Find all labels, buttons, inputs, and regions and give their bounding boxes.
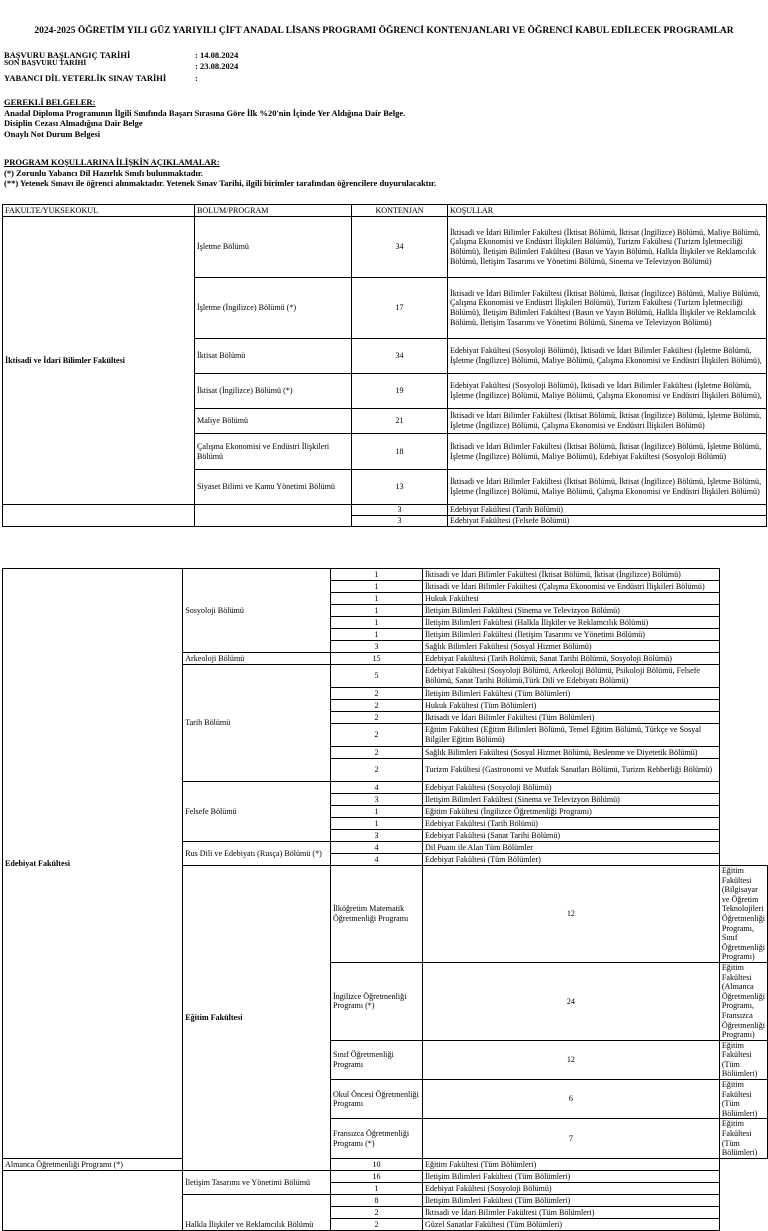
conditions-cell: İletişim Bilimleri Fakültesi (Sinema ve Televizyon Bölümü) [423, 605, 720, 617]
conditions-cell: İktisadi ve İdari Bilimler Fakültesi (İktisat Bölümü, İktisat (İngilizce) Bölümü, İşletme Bölümü, İşletme (İngilizce) Bölümü, Maliye Bölümü), Edebiyat Fakültesi (Sosyoloji Bölümü) [448, 434, 767, 470]
quota-cell: 13 [352, 470, 448, 505]
conditions-cell: Edebiyat Fakültesi (Sanat Tarihi Bölümü) [423, 830, 720, 842]
conditions-cell: Edebiyat Fakültesi (Tüm Bölümler) [423, 854, 720, 866]
quota-cell: 2 [330, 688, 422, 700]
program-conditions [4, 157, 436, 189]
start-date-label: BAŞVURU BAŞLANGIÇ TARİHİ [4, 50, 131, 60]
conditions-cell: Edebiyat Fakültesi (Tarih Bölümü) [448, 505, 767, 516]
faculty-cell: Eğitim Fakültesi [183, 866, 331, 1171]
document-item: Onaylı Not Durum Belgesi [4, 128, 101, 139]
quota-cell: 1 [330, 806, 422, 818]
conditions-cell: İletişim Bilimleri Fakültesi (İletişim Tasarımı ve Yönetimi Bölümü) [423, 629, 720, 641]
end-date-value: : 23.08.2024 [195, 61, 239, 71]
col-header-conditions: KOŞULLAR [448, 205, 767, 217]
quota-cell: 1 [330, 629, 422, 641]
conditions-cell: Hukuk Fakültesi (Tüm Bölümleri) [423, 700, 720, 712]
conditions-cell: İktisadi ve İdari Bilimler Fakültesi (İktisat Bölümü, İktisat (İngilizce) Bölümü, Maliye Bölümü, Çalışma Ekonomisi ve Endüstri İlişkileri Bölümü), Turizm Fakültesi (Turizm İşletmeciliği Bölümü), İletişim Bilimleri Fakültesi (Basın ve Yayın Bölümü, Halkla İlişkiler ve Reklamcılık Bölümü, İletişim Tasarımı ve Yönetimi Bölümü, Sinema ve Televizyon Bölümü) [448, 278, 767, 339]
conditions-cell: Edebiyat Fakültesi (Tarih Bölümü, Sanat Tarihi Bölümü, Sosyoloji Bölümü) [423, 653, 720, 665]
quota-cell: 3 [330, 641, 422, 653]
quota-cell: 2 [330, 724, 422, 747]
program-cell: Çalışma Ekonomisi ve Endüstri İlişkileri Bölümü [195, 434, 352, 470]
conditions-cell: İktisadi ve İdari Bilimler Fakültesi (Tüm Bölümleri) [423, 1206, 720, 1218]
quota-cell: 7 [423, 1119, 720, 1158]
conditions-cell: Eğitim Fakültesi (Almanca Öğretmenliği Programı, Fransızca Öğretmenliği Programı) [719, 962, 767, 1040]
program-cell: Halkla İlişkiler ve Reklamcılık Bölümü [183, 1194, 331, 1230]
program-cell: Sınıf Öğretmenliği Programı [330, 1040, 422, 1079]
conditions-cell: Eğitim Fakültesi (Bilgisayar ve Öğretim Teknolojileri Öğretmenliği Programı, Sınıf Öğretmenliği Programı) [719, 866, 767, 963]
conditions-cell: Hukuk Fakültesi [423, 593, 720, 605]
col-header-program: BOLUM/PROGRAM [195, 205, 352, 217]
col-header-faculty: FAKULTE/YUKSEKOKUL [3, 205, 195, 217]
quota-cell: 5 [330, 665, 422, 688]
quota-table-part-2 [2, 568, 768, 1231]
conditions-cell: İletişim Bilimleri Fakültesi (Tüm Bölümleri) [423, 688, 720, 700]
program-cell: Maliye Bölümü [195, 409, 352, 434]
exam-date-label: YABANCI DİL YETERLİK SINAV TARİHİ [4, 73, 167, 83]
quota-cell: 17 [352, 278, 448, 339]
quota-cell: 24 [423, 962, 720, 1040]
quota-cell: 2 [330, 1218, 422, 1230]
conditions-cell: Eğitim Fakültesi (Tüm Bölümleri) [719, 1119, 767, 1158]
quota-cell: 2 [330, 712, 422, 724]
program-cell-continued [195, 505, 352, 527]
faculty-cell: İktisadi ve İdari Bilimler Fakültesi [3, 217, 195, 505]
quota-cell: 21 [352, 409, 448, 434]
conditions-cell: Eğitim Fakültesi (Tüm Bölümleri) [423, 1158, 720, 1170]
program-cell: İktisat (İngilizce) Bölümü (*) [195, 374, 352, 409]
conditions-cell: İletişim Bilimleri Fakültesi (Sinema ve Televizyon Bölümü) [423, 794, 720, 806]
conditions-cell: Edebiyat Fakültesi (Sosyoloji Bölümü, Arkeoloji Bölümü, Psikoloji Bölümü, Felsefe Bölümü, Sanat Tarihi Bölümü,Türk Dili ve Edebiyatı Bölümü) [423, 665, 720, 688]
quota-cell: 1 [330, 1182, 422, 1194]
conditions-cell: Turizm Fakültesi (Gastronomi ve Mutfak Sanatları Bölümü, Turizm Rehberliği Bölümü) [423, 759, 720, 782]
conditions-cell: Edebiyat Fakültesi (Felsefe Bölümü) [448, 516, 767, 527]
program-cell: İktisat Bölümü [195, 339, 352, 374]
conditions-cell: İktisadi ve İdari Bilimler Fakültesi (İktisat Bölümü, İktisat (İngilizce) Bölümü, Maliye Bölümü, Çalışma Ekonomisi ve Endüstri İlişkileri Bölümü), Turizm Fakültesi (Turizm İşletmeciliği Bölümü), İletişim Bilimleri Fakültesi (Basın ve Yayın Bölümü, Halkla İlişkiler ve Reklamcılık Bölümü, İletişim Tasarımı ve Yönetimi Bölümü, Sinema ve Televizyon Bölümü) [448, 217, 767, 278]
quota-cell: 4 [330, 782, 422, 794]
program-cell: İletişim Tasarımı ve Yönetimi Bölümü [183, 1170, 331, 1194]
condition-note: (**) Yetenek Sınavı ile öğrenci alınmaktadır. Yetenek Sınav Tarihi, ilgili birimler tarafından öğrencilere duyurulacaktır. [4, 178, 437, 188]
quota-cell: 6 [423, 1080, 720, 1119]
document-item: Disiplin Cezası Almadığına Dair Belge [4, 118, 143, 128]
required-documents-heading: GEREKLİ BELGELER: [4, 97, 96, 107]
table-row [3, 505, 767, 516]
quota-cell: 2 [330, 700, 422, 712]
table-row [3, 569, 768, 581]
program-cell: Fransızca Öğretmenliği Programı (*) [330, 1119, 422, 1158]
conditions-cell: Eğitim Fakültesi (Tüm Bölümleri) [719, 1080, 767, 1119]
table-header-row [3, 205, 767, 217]
conditions-cell: Dil Puanı ile Alan Tüm Bölümler [423, 842, 720, 854]
conditions-cell: Sağlık Bilimleri Fakültesi (Sosyal Hizmet Bölümü) [423, 641, 720, 653]
conditions-cell: Edebiyat Fakültesi (Sosyoloji Bölümü), İktisadi ve İdari Bilimler Fakültesi (İşletme Bölümü, İşletme (İngilizce) Bölümü, Maliye Bölümü, Çalışma Ekonomisi ve Endüstri İlişkileri Bölümü), [448, 374, 767, 409]
program-cell: Tarih Bölümü [183, 665, 331, 782]
quota-cell: 34 [352, 339, 448, 374]
program-cell: Arkeoloji Bölümü [183, 653, 331, 665]
quota-cell: 1 [330, 818, 422, 830]
quota-cell: 3 [330, 830, 422, 842]
program-cell: İlköğretim Matematik Öğretmenliği Programı [330, 866, 422, 963]
conditions-cell: Edebiyat Fakültesi (Sosyoloji Bölümü), İktisadi ve İdari Bilimler Fakültesi (İşletme Bölümü, İşletme (İngilizce) Bölümü, Maliye Bölümü, Çalışma Ekonomisi ve Endüstri İlişkileri Bölümü), [448, 339, 767, 374]
quota-cell: 2 [330, 747, 422, 759]
conditions-cell: İktisadi ve İdari Bilimler Fakültesi (İktisat Bölümü, İktisat (İngilizce) Bölümü, İşletme Bölümü, İşletme (İngilizce) Bölümü, Çalışma Ekonomisi ve Endüstri İlişkileri Bölümü) [448, 409, 767, 434]
conditions-cell: İletişim Bilimleri Fakültesi (Halkla İlişkiler ve Reklamcılık Bölümü) [423, 617, 720, 629]
faculty-cell: Edebiyat Fakültesi [3, 569, 183, 1159]
quota-cell: 1 [330, 617, 422, 629]
conditions-cell: İktisadi ve İdari Bilimler Fakültesi (İktisat Bölümü, İktisat (İngilizce) Bölümü, İşletme Bölümü, İşletme (İngilizce) Bölümü, Maliye Bölümü, Çalışma Ekonomisi ve Endüstri İlişkileri Bölümü) [448, 470, 767, 505]
table-row [3, 217, 767, 278]
conditions-cell: İktisadi ve İdari Bilimler Fakültesi (İktisat Bölümü, İktisat (İngilizce) Bölümü) [423, 569, 720, 581]
quota-cell: 8 [330, 1194, 422, 1206]
quota-cell: 4 [330, 842, 422, 854]
conditions-cell: Eğitim Fakültesi (Eğitim Bilimleri Bölümü, Temel Eğitim Bölümü, Türkçe ve Sosyal Bilgiler Eğitim Bölümü) [423, 724, 720, 747]
conditions-cell: Sağlık Bilimleri Fakültesi (Sosyal Hizmet Bölümü, Beslenme ve Diyetetik Bölümü) [423, 747, 720, 759]
program-cell: İngilizce Öğretmenliği Programı (*) [330, 962, 422, 1040]
quota-cell: 3 [352, 505, 448, 516]
conditions-cell: Edebiyat Fakültesi (Tarih Bölümü) [423, 818, 720, 830]
conditions-cell: İletişim Bilimleri Fakültesi (Tüm Bölümleri) [423, 1194, 720, 1206]
quota-cell: 15 [330, 653, 422, 665]
end-date-label: SON BAŞVURU TARİHİ [4, 59, 87, 66]
table-row [3, 1158, 768, 1170]
conditions-cell: Eğitim Fakültesi (Tüm Bölümleri) [719, 1040, 767, 1079]
quota-cell: 1 [330, 581, 422, 593]
program-conditions-heading: PROGRAM KOŞULLARINA İLİŞKİN AÇIKLAMALAR: [4, 157, 220, 167]
required-documents [4, 97, 405, 139]
conditions-cell: Güzel Sanatlar Fakültesi (Tüm Bölümleri) [423, 1218, 720, 1230]
exam-date-value: : [195, 73, 198, 83]
quota-cell: 19 [352, 374, 448, 409]
quota-cell: 18 [352, 434, 448, 470]
quota-cell: 34 [352, 217, 448, 278]
program-cell: Sosyoloji Bölümü [183, 569, 331, 653]
quota-cell: 1 [330, 569, 422, 581]
quota-table-part-1 [2, 204, 767, 527]
quota-cell: 4 [330, 854, 422, 866]
program-cell: Felsefe Bölümü [183, 782, 331, 842]
program-cell: Almanca Öğretmenliği Programı (*) [3, 1158, 183, 1170]
quota-cell: 12 [423, 866, 720, 963]
program-cell: Siyaset Bilimi ve Kamu Yönetimi Bölümü [195, 470, 352, 505]
quota-cell: 12 [423, 1040, 720, 1079]
faculty-cell-cutoff [3, 1170, 183, 1230]
quota-cell: 3 [330, 794, 422, 806]
document-title: 2024-2025 ÖĞRETİM YILI GÜZ YARIYILI ÇİFT ANADAL LİSANS PROGRAMI ÖĞRENCİ KONTENJANLARI VE ÖĞRENCİ KABUL EDİLECEK PROGRAMLAR [34, 26, 734, 36]
table-row [3, 1170, 768, 1182]
quota-cell: 2 [330, 759, 422, 782]
quota-cell: 16 [330, 1170, 422, 1182]
faculty-cell-continued [3, 505, 195, 527]
program-cell: Rus Dili ve Edebiyatı (Rusça) Bölümü (*) [183, 842, 331, 866]
start-date-value: : 14.08.2024 [195, 50, 239, 60]
conditions-cell: Edebiyat Fakültesi (Sosyoloji Bölümü) [423, 1182, 720, 1194]
col-header-quota: KONTENJAN [352, 205, 448, 217]
conditions-cell: İktisadi ve İdari Bilimler Fakültesi (Tüm Bölümleri) [423, 712, 720, 724]
program-cell: İşletme (İngilizce) Bölümü (*) [195, 278, 352, 339]
conditions-cell: Eğitim Fakültesi (İngilizce Öğretmenliği Programı) [423, 806, 720, 818]
quota-cell: 2 [330, 1206, 422, 1218]
program-cell: İşletme Bölümü [195, 217, 352, 278]
quota-cell: 1 [330, 605, 422, 617]
program-cell: Okul Öncesi Öğretmenliği Programı [330, 1080, 422, 1119]
document-item: Anadal Diploma Programının İlgili Sınıfında Başarı Sırasına Göre İlk %20'nin İçinde Yer Aldığına Dair Belge. [4, 107, 406, 118]
quota-cell: 1 [330, 593, 422, 605]
quota-cell: 10 [330, 1158, 422, 1170]
conditions-cell: İktisadi ve İdari Bilimler Fakültesi (Çalışma Ekonomisi ve Endüstri İlişkileri Bölümü) [423, 581, 720, 593]
condition-note: (*) Zorunlu Yabancı Dil Hazırlık Sınıfı bulunmaktadır. [4, 167, 203, 178]
conditions-cell: İletişim Bilimleri Fakültesi (Tüm Bölümleri) [423, 1170, 720, 1182]
conditions-cell: Edebiyat Fakültesi (Sosyoloji Bölümü) [423, 782, 720, 794]
quota-cell: 3 [352, 516, 448, 527]
